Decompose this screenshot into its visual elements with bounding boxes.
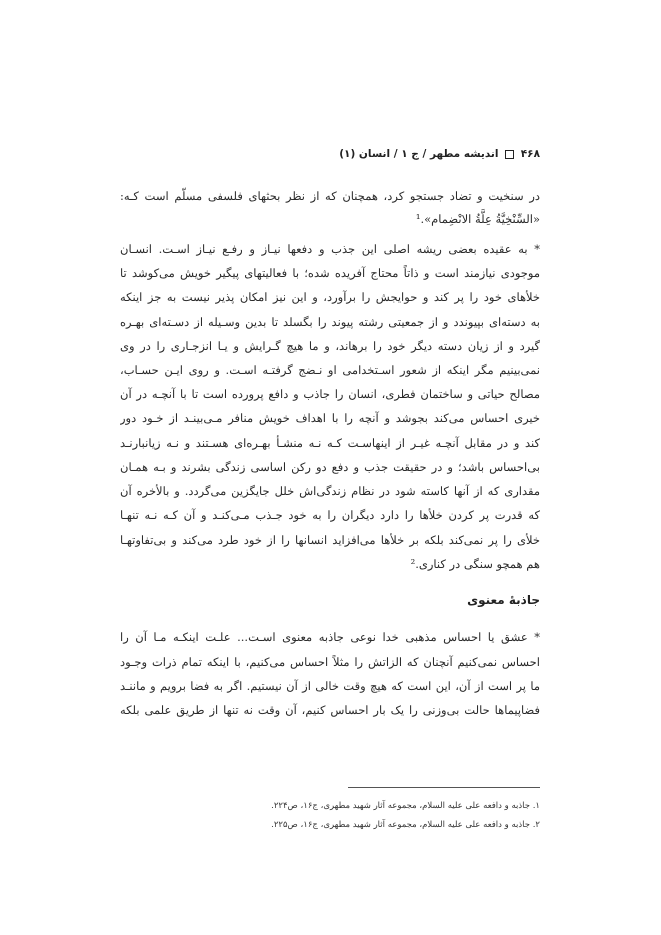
body-line: «السِّنْخِيَّةُ عِلَّةُ الانْضِمام».¹ <box>415 212 540 226</box>
square-bullet-icon <box>505 150 514 159</box>
section-heading: جاذبهٔ معنوی <box>467 593 540 607</box>
body-line: مقداری که از آنها کاسته شود در نظام زندگی‌اش خلل جایگزین می‌گردد. و بالأخره آن <box>120 484 540 498</box>
body-line: * عشق یا احساس مذهبی خدا نوعی جاذبه معنوی اسـت... علـت اینکـه مـا آن را <box>120 630 540 644</box>
body-line: مصالح حیاتی و ساختمان فطری، انسان را جاذب و دافع پرورده است تا با آنچـه در آن <box>120 387 540 401</box>
body-line: به دسته‌ای بپیوندد و از جمعیتی رشته پیوند را بگسلد تا بدین وسـیله از دسـته‌ای بهـره <box>120 315 540 329</box>
body-line: خیری احساس می‌کند بجوشد و آنچه را با اهداف خویش منافر مـی‌بینـد از خـود دور <box>120 411 540 425</box>
body-line: خلأی را پر نمی‌کند بلکه بر خلأها می‌افزاید انسانها را از خود طرد می‌کند و بی‌تفاوتهـا <box>120 533 540 547</box>
body-line: احساس نمی‌کنیم آنچنان که الزاتش را مثلاً احساس می‌کنیم، با اینکه تمام ذرات وجـود <box>120 655 540 669</box>
body-line: خلأهای خود را پر کند و حوایجش را برآورد، و این نیز امکان پذیر نیست به جز اینکه <box>120 290 540 304</box>
page-number: ۴۶۸ <box>520 148 540 160</box>
footnote: ۲. جاذبه و دافعه علی علیه السلام، مجموعه آثار شهید مطهری، ج۱۶، ص۲۲۵. <box>271 820 540 830</box>
body-line: گیرد و از زیان دسته دیگر خود را برهاند، و ما هیچ گـرایش و یـا انزجـاری را در وی <box>120 339 540 353</box>
body-line: موجودی نیازمند است و ذاتاً محتاج آفریده شده؛ با فعالیتهای پیگیر خویش می‌کوشد تا <box>120 266 540 280</box>
body-line: که قدرت پر کردن خلأها را دارد دیگران را به خود جـذب مـی‌کنـد و آن کـه نـه تنهـا <box>120 508 540 522</box>
body-line: در سنخیت و تضاد جستجو کرد، همچنان که از نظر بحثهای فلسفی مسلّم است کـه: <box>120 189 540 203</box>
footnote-divider <box>348 787 540 788</box>
body-line: بی‌احساس باشد؛ و در حقیقت جذب و دفع دو رکن اساسی زندگی بشرند و بـه همـان <box>120 460 540 474</box>
body-line: * به عقیده بعضی ریشه اصلی این جذب و دفعها نیـاز و رفـع نیـاز اسـت. انسـان <box>120 242 540 256</box>
body-line: ما پر است از آن، این است که هیچ وقت خالی از آن نیستیم. اگر به فضا برویم و ماننـد <box>120 679 540 693</box>
body-line: نمی‌بینیم مگر اینکه از شعور اسـتخدامی او نـضج گرفتـه اسـت. و روی ایـن حسـاب، <box>120 363 540 377</box>
body-line: کند و در مقابل آنچـه غیـر از اینهاسـت کـه نـه منشـأ بهـره‌ای هسـتند و نـه زیانبارنـد <box>120 436 540 450</box>
header-title: اندیشه مطهر / ج ۱ / انسان (۱) <box>339 148 499 160</box>
footnote: ۱. جاذبه و دافعه علی علیه السلام، مجموعه آثار شهید مطهری، ج۱۶، ص۲۲۴. <box>271 801 540 811</box>
body-line: فضاپیماها حالت بی‌وزنی را یک بار احساس کنیم، آن وقت نه تنها از طریق علمی بلکه <box>120 703 540 717</box>
running-header <box>120 148 540 160</box>
body-line: هم همچو سنگی در کناری.² <box>410 557 540 571</box>
